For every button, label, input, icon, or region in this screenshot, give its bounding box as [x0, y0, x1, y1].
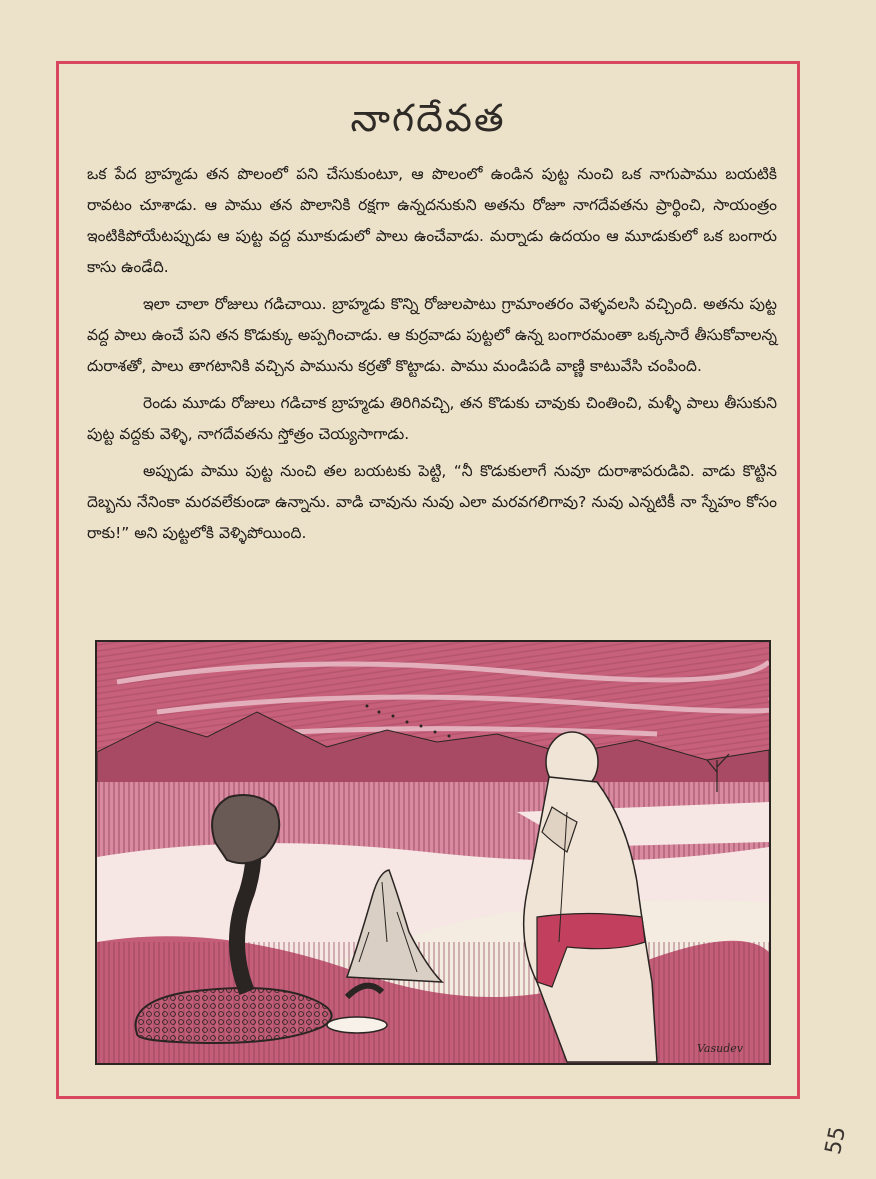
artist-signature: Vasudev [697, 1042, 743, 1055]
illustration-drawing [97, 642, 769, 1063]
story-paragraph-1: ఒక పేద బ్రాహ్మడు తన పొలంలో పని చేసుకుంటూ, ఆ పొలంలో ఉండిన పుట్ట నుంచి ఒక నాగుపాము బయటికి రావటం చూశాడు. ఆ పాము తన పొలానికి రక్షగా ఉన్నదనుకుని అతను రోజూ నాగదేవతను ప్రార్థించి, సాయంత్రం ఇంటికిపోయేటప్పుడు ఆ పుట్ట వద్ద మూకుడులో పాలు ఉంచేవాడు. మర్నాడు ఉదయం ఆ మూడుకులో ఒక బంగారు కాసు ఉండేది. [87, 165, 777, 276]
story-illustration [95, 640, 771, 1065]
story-text [87, 159, 777, 555]
milk-bowl [327, 1017, 387, 1033]
page-frame [56, 61, 800, 1099]
story-paragraph-2: ఇలా చాలా రోజులు గడిచాయి. బ్రాహ్మడు కొన్ని రోజులపాటు గ్రామాంతరం వెళ్ళవలసి వచ్చింది. అతను పుట్ట వద్ద పాలు ఉంచే పని తన కొడుక్కు అప్పగించాడు. ఆ కుర్రవాడు పుట్టలో ఉన్న బంగారమంతా ఒక్కసారే తీసుకోవాలన్న దురాశతో, పాలు తాగటానికి వచ్చిన పామును కర్రతో కొట్టాడు. పాము మండిపడి వాణ్ణి కాటువేసి చంపింది. [87, 295, 777, 375]
page-number: 55 [820, 1124, 852, 1157]
story-title: నాగదేవత [350, 96, 506, 140]
story-paragraph-3: రెండు మూడు రోజులు గడిచాక బ్రాహ్మడు తిరిగివచ్చి, తన కొడుకు చావుకు చింతించి, మళ్ళీ పాలు తీసుకుని పుట్ట వద్దకు వెళ్ళి, నాగదేవతను స్తోత్రం చెయ్యసాగాడు. [87, 394, 777, 443]
story-paragraph-4: అప్పుడు పాము పుట్ట నుంచి తల బయటకు పెట్టి, “నీ కొడుకులాగే నువూ దురాశాపరుడివి. వాడు కొట్టిన దెబ్బను నేనింకా మరవలేకుండా ఉన్నాను. వాడి చావును నువు ఎలా మరవగలిగావు? నువు ఎన్నటికీ నా స్నేహం కోసం రాకు!” అని పుట్టలోకి వెళ్ళిపోయింది. [87, 462, 777, 542]
